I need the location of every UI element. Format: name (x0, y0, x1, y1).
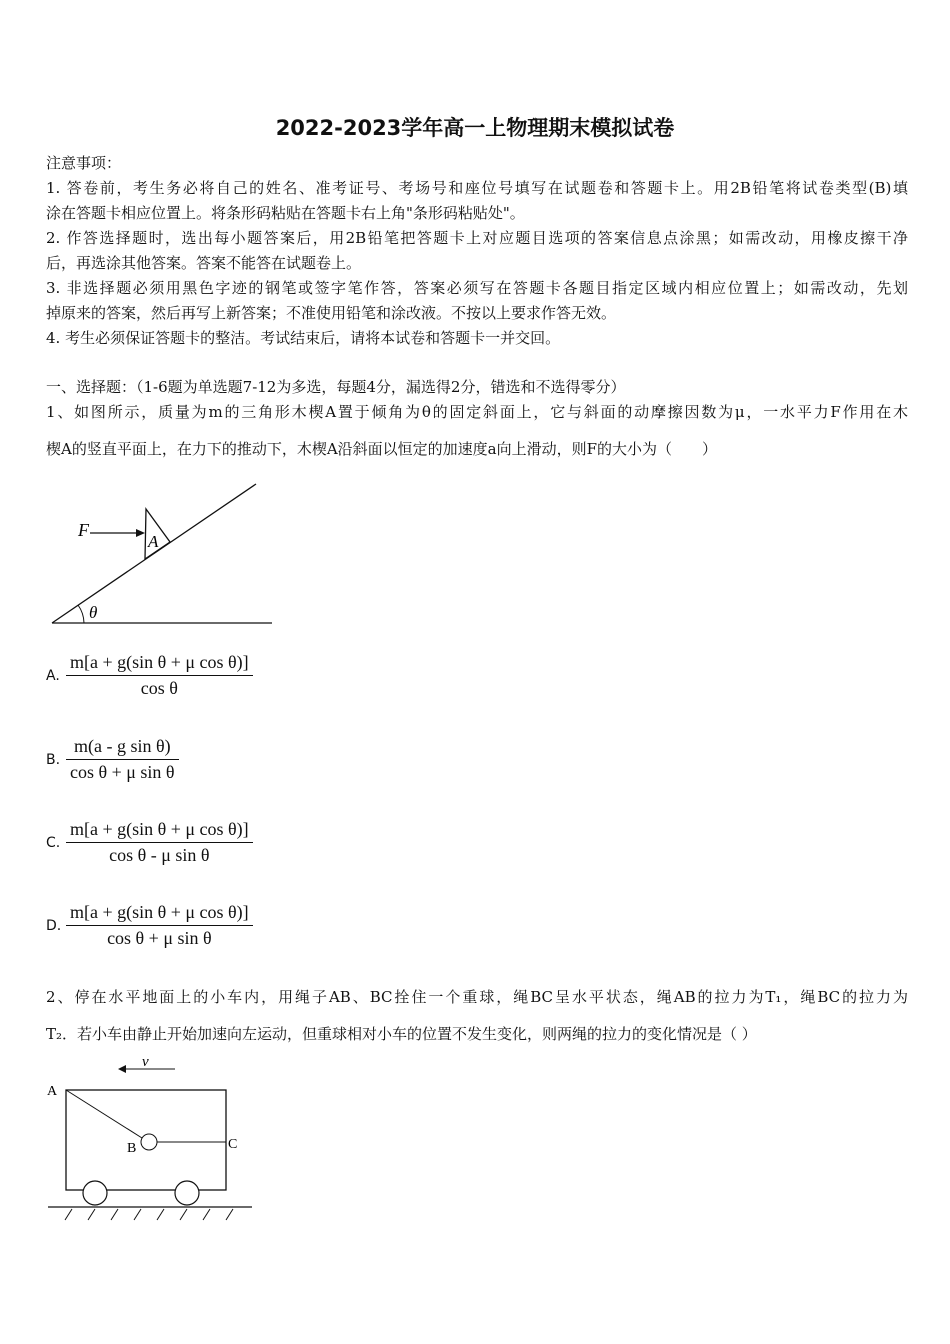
notice-line-7: 4. 考生必须保证答题卡的整洁。考试结束后，请将本试卷和答题卡一并交回。 (46, 329, 561, 347)
notice-line-6: 掉原来的答案，然后再写上新答案；不准使用铅笔和涂改液。不按以上要求作答无效。 (46, 304, 617, 322)
option-d-numerator: m[a + g(sin θ + μ cos θ)] (66, 902, 253, 926)
option-d-denominator: cos θ + μ sin θ (107, 928, 212, 948)
point-c-label: C (228, 1137, 238, 1152)
option-d-fraction (66, 902, 253, 949)
section-heading: 一、选择题：（1-6题为单选题7-12为多选，每题4分，漏选得2分，错选和不选得零分） (46, 378, 626, 396)
notice-line-5: 3. 非选择题必须用黑色字迹的钢笔或签字笔作答，答案必须写在答题卡各题目指定区域内相应位置上；如需改动，先划 (46, 279, 908, 297)
q1-text-line-1: 1、如图所示，质量为m的三角形木楔A置于倾角为θ的固定斜面上，它与斜面的动摩擦因数为μ，一水平力F作用在木 (46, 403, 908, 421)
block-label: A (148, 532, 159, 551)
option-a-denominator: cos θ (140, 678, 178, 698)
option-a-numerator: m[a + g(sin θ + μ cos θ)] (66, 652, 253, 676)
notice-heading: 注意事项： (46, 154, 122, 172)
option-c-fraction (66, 819, 253, 866)
option-c[interactable] (46, 819, 253, 866)
option-c-numerator: m[a + g(sin θ + μ cos θ)] (66, 819, 253, 843)
q2-text-line-2: T₂．若小车由静止开始加速向左运动，但重球相对小车的位置不发生变化，则两绳的拉力的变化情况是（ ） (46, 1025, 757, 1043)
point-b-label: B (127, 1141, 137, 1156)
option-b-numerator: m(a - g sin θ) (66, 736, 179, 760)
angle-label: θ (89, 603, 98, 622)
notice-line-1: 1. 答卷前，考生务必将自己的姓名、准考证号、考场号和座位号填写在试题卷和答题卡上。用2B铅笔将试卷类型(B)填 (46, 179, 908, 197)
option-b-denominator: cos θ + μ sin θ (70, 762, 175, 782)
option-c-denominator: cos θ - μ sin θ (109, 845, 210, 865)
option-d-label: D. (46, 917, 62, 934)
q2-figure-cart (40, 1050, 270, 1230)
q2-text-line-1: 2、停在水平地面上的小车内，用绳子AB、BC拴住一个重球，绳BC呈水平状态，绳AB的拉力为T₁，绳BC的拉力为 (46, 988, 908, 1006)
option-a-label: A. (46, 667, 60, 684)
notice-line-2: 涂在答题卡相应位置上。将条形码粘贴在答题卡右上角"条形码粘贴处"。 (46, 204, 525, 222)
q1-figure-incline (40, 475, 290, 635)
velocity-label: v (142, 1054, 149, 1070)
option-a[interactable] (46, 652, 253, 699)
notice-line-3: 2. 作答选择题时，选出每小题答案后，用2B铅笔把答题卡上对应题目选项的答案信息点涂黑；如需改动，用橡皮擦干净 (46, 229, 908, 247)
option-b-fraction (66, 736, 179, 783)
force-label: F (78, 520, 89, 540)
option-c-label: C. (46, 834, 61, 851)
q1-text-line-2: 楔A的竖直平面上，在力下的推动下，木楔A沿斜面以恒定的加速度a向上滑动，则F的大小为（ ） (46, 440, 718, 458)
exam-title: 2022-2023学年高一上物理期末模拟试卷 (275, 116, 675, 140)
option-b-label: B. (46, 751, 61, 768)
option-d[interactable] (46, 902, 253, 949)
point-a-label: A (47, 1084, 58, 1099)
option-a-fraction (66, 652, 253, 699)
notice-line-4: 后，再选涂其他答案。答案不能答在试题卷上。 (46, 254, 362, 272)
option-b[interactable] (46, 736, 179, 783)
